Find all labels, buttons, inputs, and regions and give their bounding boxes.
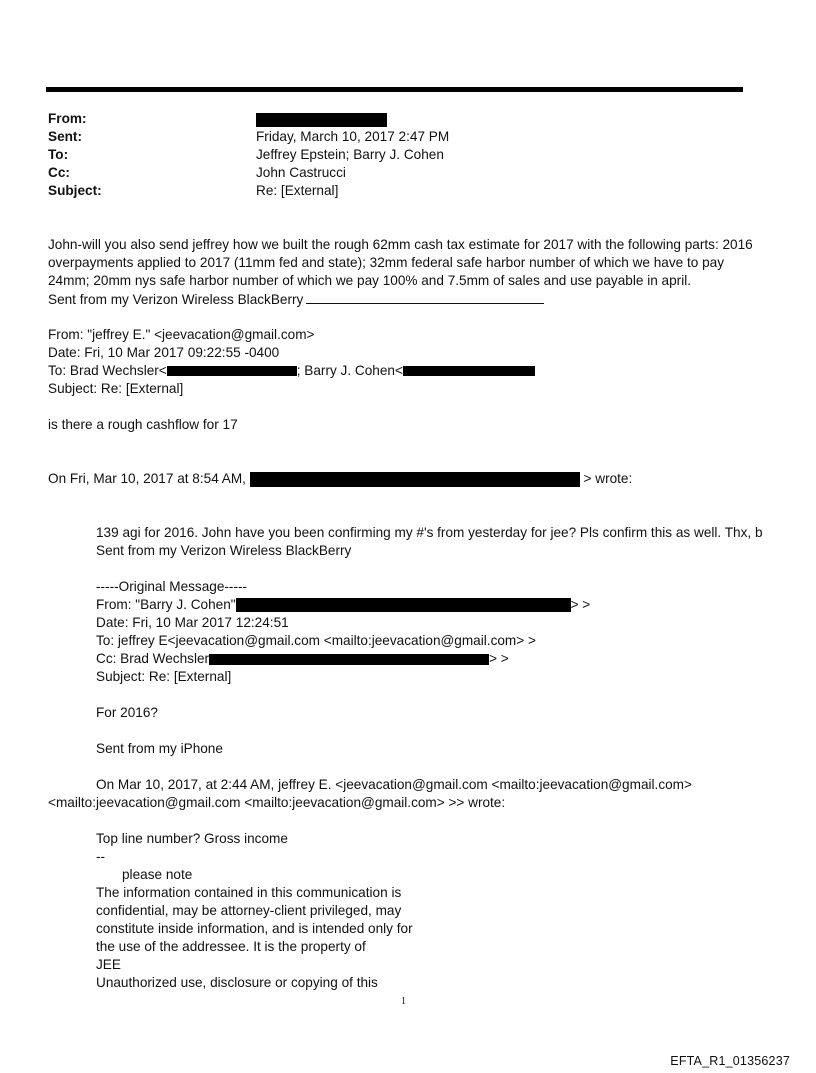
quoted-subject: Subject: Re: [External] [48, 381, 184, 396]
wrote-line [48, 470, 632, 488]
original-cc-suffix: > > [489, 651, 509, 666]
disclaimer-line: JEE [96, 957, 121, 972]
page-number: 1 [401, 996, 406, 1007]
redaction-box [256, 113, 387, 127]
to-value: Jeffrey Epstein; Barry J. Cohen [256, 147, 444, 162]
original-date: Date: Fri, 10 Mar 2017 12:24:51 [96, 615, 289, 630]
disclaimer-line: The information contained in this communication is [96, 885, 402, 900]
disclaimer-line: constitute inside information, and is intended only for [96, 921, 413, 936]
body-line: Top line number? Gross income [96, 831, 288, 846]
redaction-box [236, 598, 571, 612]
header-rule [46, 87, 743, 92]
separator-underline [306, 290, 544, 304]
wrote-prefix: On Fri, Mar 10, 2017 at 8:54 AM, [48, 471, 246, 486]
from-value [256, 110, 387, 128]
signature-text: Sent from my Verizon Wireless BlackBerry [48, 292, 304, 307]
to-label: To: [48, 147, 69, 162]
redaction-box [250, 472, 580, 487]
quoted-to [48, 362, 535, 380]
disclaimer-line: the use of the addressee. It is the property of [96, 939, 366, 954]
wrote-line: On Mar 10, 2017, at 2:44 AM, jeffrey E. <jeevacation@gmail.com <mailto:jeevacation@gmail.com> [96, 777, 692, 792]
body-line: For 2016? [96, 705, 158, 720]
original-subject: Subject: Re: [External] [96, 669, 232, 684]
document-id: EFTA_R1_01356237 [670, 1054, 790, 1068]
original-from-suffix: > > [570, 597, 591, 612]
redaction-box [167, 366, 297, 376]
cc-value: John Castrucci [256, 165, 346, 180]
wrote-line: <mailto:jeevacation@gmail.com <mailto:jeevacation@gmail.com> >> wrote: [48, 795, 506, 810]
original-cc-prefix: Cc: Brad Wechsler [96, 651, 210, 666]
sent-label: Sent: [48, 129, 82, 144]
signature-dash: -- [96, 849, 106, 864]
sent-value: Friday, March 10, 2017 2:47 PM [256, 129, 450, 144]
quoted-date: Date: Fri, 10 Mar 2017 09:22:55 -0400 [48, 345, 280, 360]
body-line: Sent from my iPhone [96, 741, 223, 756]
body-line: Sent from my Verizon Wireless BlackBerry [96, 543, 352, 558]
quoted-body: is there a rough cashflow for 17 [48, 417, 238, 432]
original-to: To: jeffrey E<jeevacation@gmail.com <mailto:jeevacation@gmail.com> > [96, 633, 536, 648]
from-label: From: [48, 111, 87, 126]
redaction-box [403, 366, 535, 376]
disclaimer-line: Unauthorized use, disclosure or copying of this [96, 975, 378, 990]
cc-label: Cc: [48, 165, 70, 180]
quoted-from: From: "jeffrey E." <jeevacation@gmail.com> [48, 327, 315, 342]
original-from-prefix: From: "Barry J. Cohen" [96, 597, 236, 612]
original-from [96, 596, 590, 614]
body-line: 24mm; 20mm nys safe harbor number of which we pay 100% and 7.5mm of sales and use payable in april. [48, 273, 692, 288]
redaction-box [209, 654, 489, 665]
original-message-header: -----Original Message----- [96, 579, 248, 594]
body-line: overpayments applied to 2017 (11mm fed and state); 32mm federal safe harbor number of which we have to pay [48, 255, 725, 270]
disclaimer-line: confidential, may be attorney-client privileged, may [96, 903, 402, 918]
quoted-to-prefix: To: Brad Wechsler< [48, 363, 167, 378]
subject-value: Re: [External] [256, 183, 339, 198]
note-line: please note [122, 867, 193, 882]
quoted-to-mid: ; Barry J. Cohen< [296, 363, 403, 378]
subject-label: Subject: [48, 183, 102, 198]
original-cc [96, 650, 509, 668]
signature-line [48, 290, 544, 309]
body-line: 139 agi for 2016. John have you been confirming my #'s from yesterday for jee? Pls confirm this as well. Thx, b [96, 525, 763, 540]
body-line: John-will you also send jeffrey how we built the rough 62mm cash tax estimate for 2017 with the following parts: 2016 [48, 237, 753, 252]
wrote-suffix: > wrote: [583, 471, 633, 486]
